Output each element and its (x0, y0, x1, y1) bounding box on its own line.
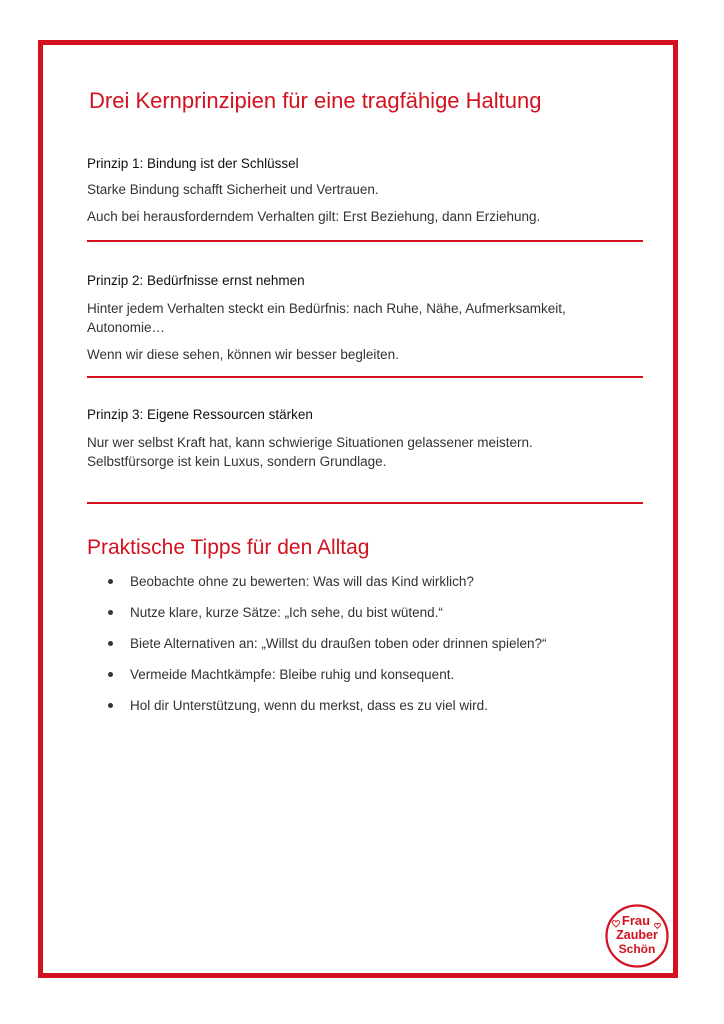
principle-2 (87, 272, 647, 364)
list-item (108, 665, 648, 684)
heart-icon (612, 921, 619, 927)
principle-text: Wenn wir diese sehen, können wir besser begleiten. (87, 347, 399, 362)
section-divider (87, 502, 643, 504)
principle-1 (87, 155, 647, 226)
section-divider (87, 240, 643, 242)
principle-text: Autonomie… (87, 320, 166, 335)
tip-text: Vermeide Machtkämpfe: Bleibe ruhig und konsequent. (130, 667, 455, 682)
list-item (108, 572, 648, 591)
bullet-icon (108, 579, 113, 584)
logo-text-zauber: Zauber (616, 928, 658, 942)
bullet-icon (108, 672, 113, 677)
principle-text: Nur wer selbst Kraft hat, kann schwierige Situationen gelassener meistern. (87, 435, 533, 450)
principle-title: Prinzip 2: Bedürfnisse ernst nehmen (87, 273, 305, 288)
principle-text: Selbstfürsorge ist kein Luxus, sondern Grundlage. (87, 454, 387, 469)
principle-3 (87, 406, 647, 471)
logo-text-frau: Frau (621, 913, 651, 928)
tips-title: Praktische Tipps für den Alltag (87, 536, 370, 559)
principle-title: Prinzip 3: Eigene Ressourcen stärken (87, 407, 313, 422)
bullet-icon (108, 610, 113, 615)
frau-zauber-schoen-logo (604, 903, 670, 969)
principle-text: Hinter jedem Verhalten steckt ein Bedürfnis: nach Ruhe, Nähe, Aufmerksamkeit, (87, 301, 566, 316)
tip-text: Biete Alternativen an: „Willst du draußen toben oder drinnen spielen?“ (130, 636, 547, 651)
section-divider (87, 376, 643, 378)
tip-text: Beobachte ohne zu bewerten: Was will das Kind wirklich? (130, 574, 474, 589)
tip-text: Hol dir Unterstützung, wenn du merkst, dass es zu viel wird. (130, 698, 488, 713)
tip-text: Nutze klare, kurze Sätze: „Ich sehe, du bist wütend.“ (130, 605, 443, 620)
bullet-icon (108, 703, 113, 708)
bullet-icon (108, 641, 113, 646)
principle-text: Auch bei herausforderndem Verhalten gilt: Erst Beziehung, dann Erziehung. (87, 209, 541, 224)
list-item (108, 696, 648, 715)
page-title: Drei Kernprinzipien für eine tragfähige Haltung (89, 88, 542, 113)
list-item (108, 603, 648, 622)
principle-title: Prinzip 1: Bindung ist der Schlüssel (87, 156, 299, 171)
list-item (108, 634, 648, 653)
principle-text: Starke Bindung schafft Sicherheit und Vertrauen. (87, 182, 379, 197)
logo-text-schoen: Schön (618, 942, 656, 956)
tips-list (108, 572, 648, 727)
